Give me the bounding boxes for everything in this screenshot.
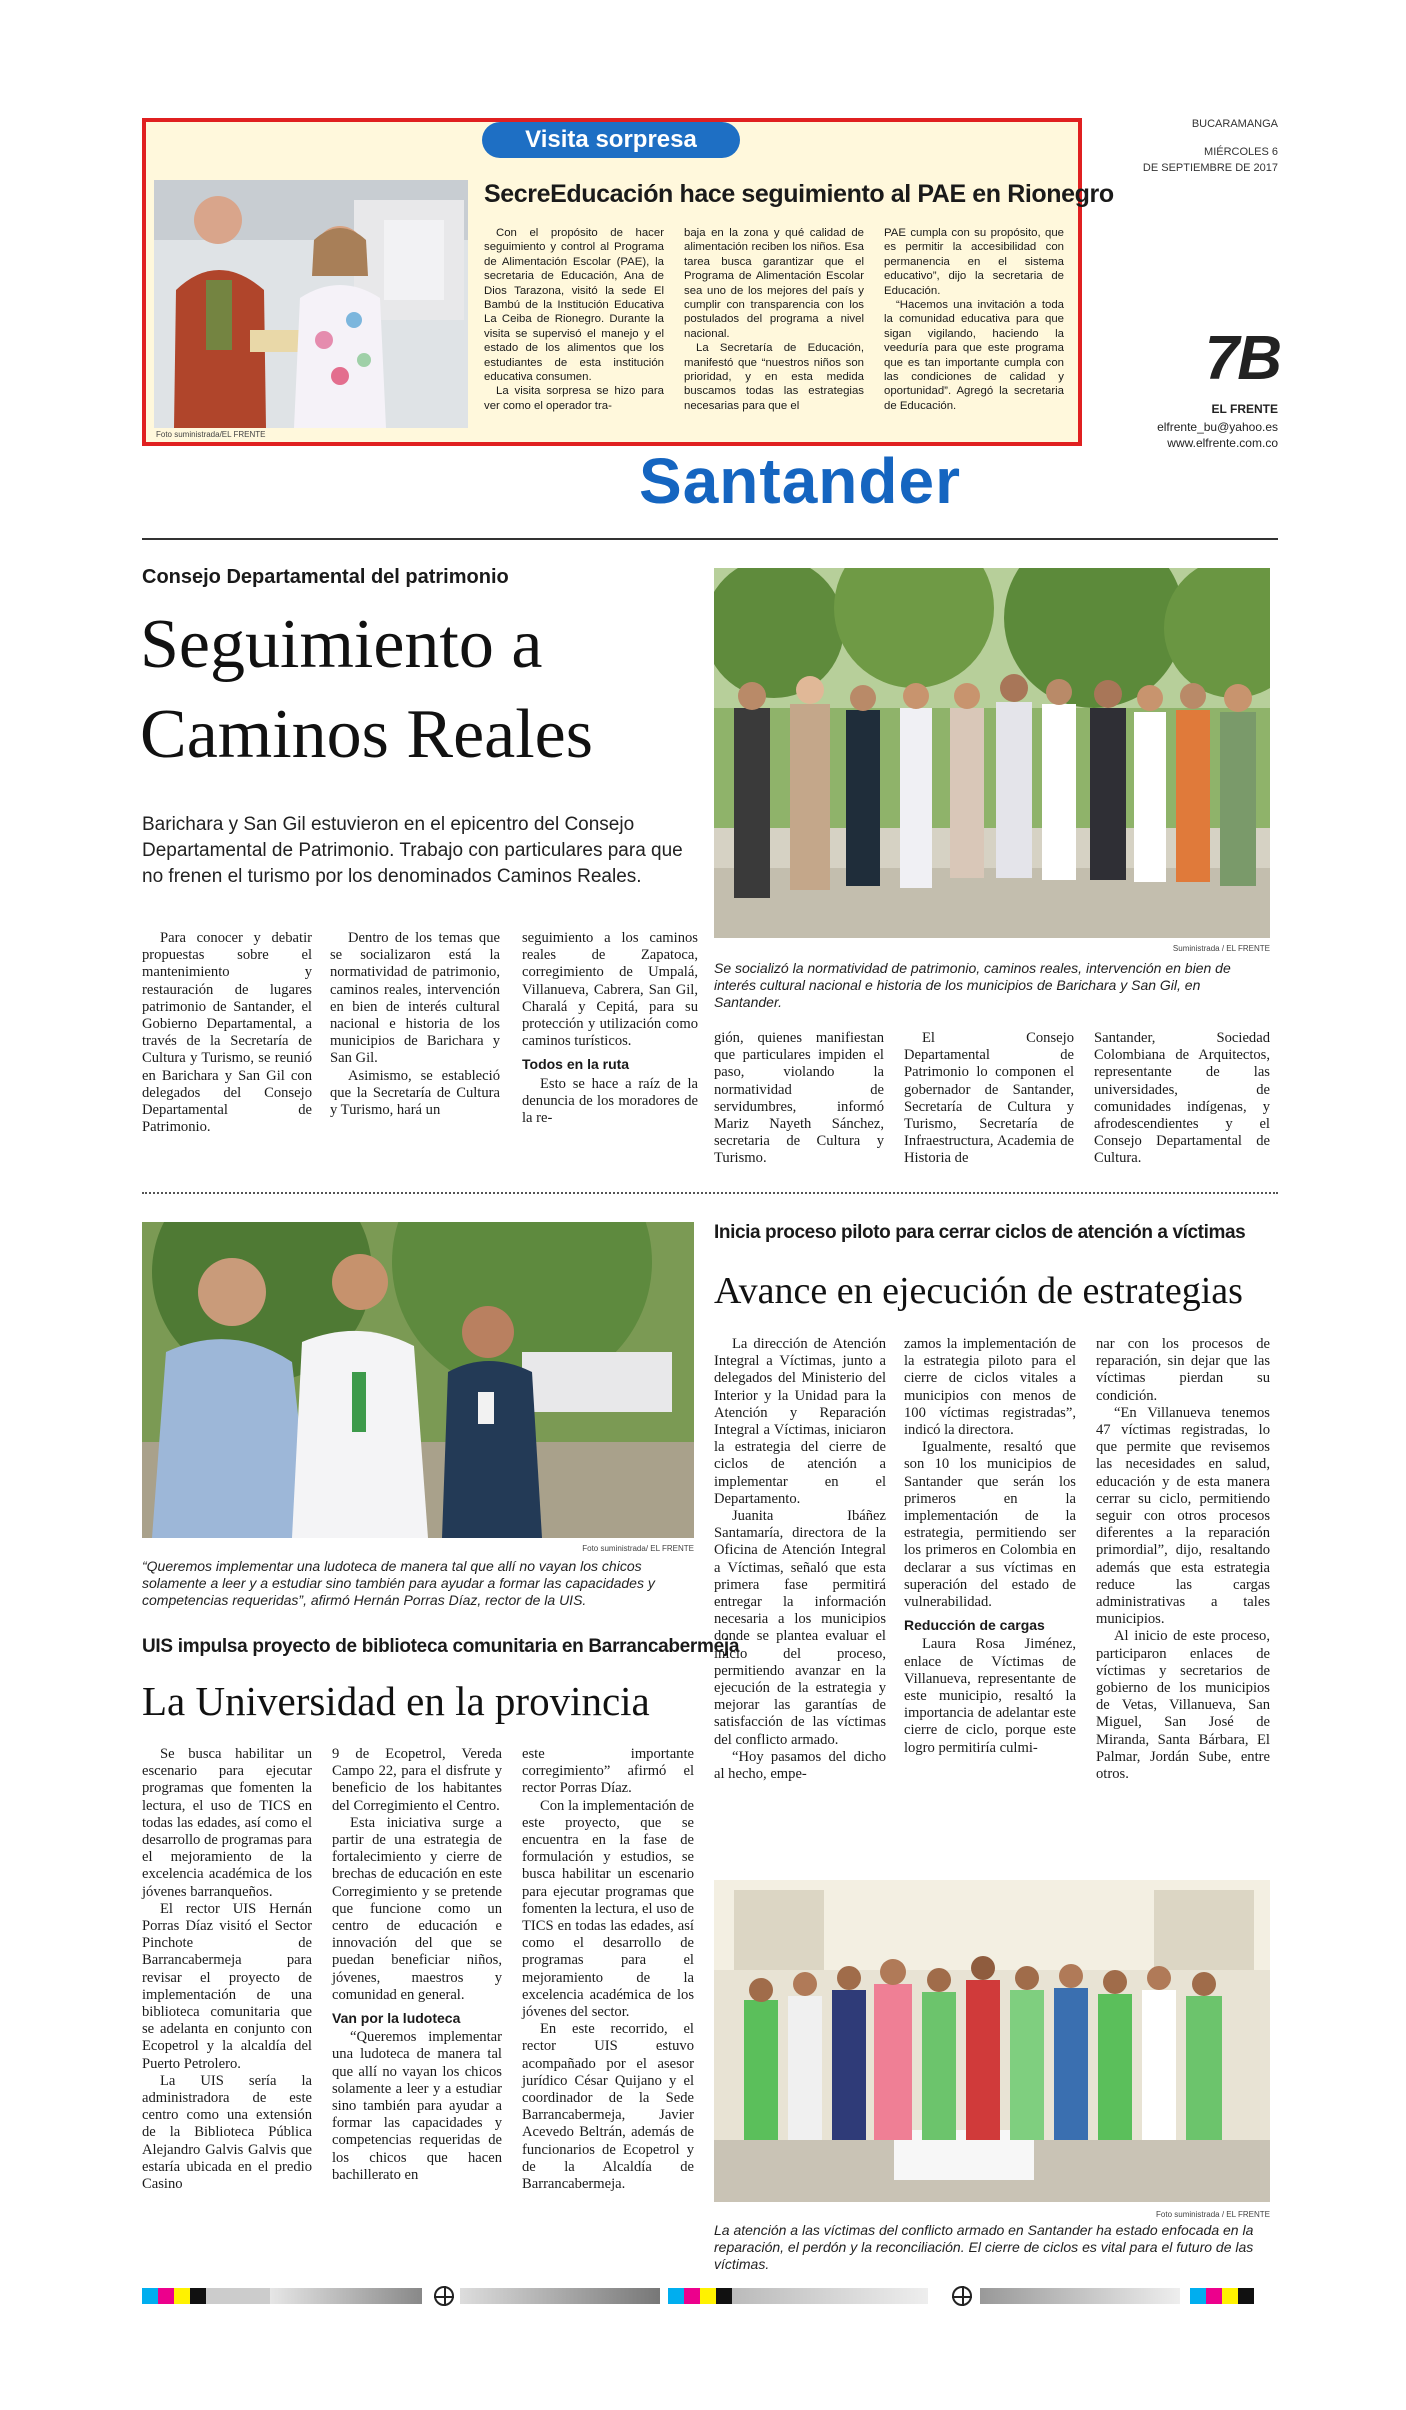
- promo-col3-p2: “Hacemos una invitación a toda la comunidad educativa para que sigan vigilando, haciendo la veeduría para que este programa que es tan importante cumpla con las condiciones de calidad y oportunidad”. Agregó la secretaria de Educación.: [884, 299, 1064, 412]
- story2-kicker: UIS impulsa proyecto de biblioteca comunitaria en Barrancabermeja: [142, 1636, 740, 1657]
- story2-col3-p1: este importante corregimiento” afirmó el rector Porras Díaz.: [522, 1746, 694, 1797]
- story2-col1-p2: El rector UIS Hernán Porras Díaz visitó el Sector Pinchote de Barrancabermeja para revisar el proyecto de implementación de una biblioteca comunitaria que se adelanta en conjunto con Ecopetrol y la alcaldía del Puerto Petrolero.: [142, 1900, 312, 2072]
- story1-col-2: [330, 930, 500, 1119]
- story3-col3-p3: Al inicio de este proceso, participaron enlaces de víctimas y secretarios de gobierno de los municipios de Vetas, Villanueva, San Miguel, San José de Miranda, Santa Bárbara, El Palmar, Jordán Sube, entre otros.: [1096, 1628, 1270, 1783]
- story2-subhead: Van por la ludoteca: [332, 2010, 461, 2027]
- story1-col-4: [714, 1030, 884, 1168]
- header-day: MIÉRCOLES 6: [1204, 146, 1278, 158]
- promo-tag-label: Visita sorpresa: [525, 126, 697, 153]
- story1-col3-p2: Esto se hace a raíz de la denuncia de los moradores de la re-: [522, 1075, 698, 1127]
- story2-photo-credit: Foto suministrada/ EL FRENTE: [582, 1544, 694, 1553]
- story3-col-3: [1096, 1336, 1270, 1783]
- website: www.elfrente.com.co: [1167, 436, 1278, 450]
- header-date: DE SEPTIEMBRE DE 2017: [1142, 162, 1278, 174]
- story2-col2-p3: “Queremos implementar una ludoteca de manera tal que allí no vayan los chicos solamente a leer y a estudiar sino también para ayudar a formar las capacidades y competencias requeridas de los chicos que hacen bachillerato en: [332, 2029, 502, 2183]
- registration-mark-1: [434, 2286, 454, 2306]
- story3-col3-p1: nar con los procesos de reparación, sin dejar que las víctimas pierdan su condición.: [1096, 1336, 1270, 1404]
- promo-photo: [154, 180, 468, 428]
- story3-col2-p1: zamos la implementación de la estrategia piloto para el cierre de ciclos vitales a municipios con menos de 100 víctimas registradas”, indicó la directora.: [904, 1336, 1076, 1439]
- story3-headline: Avance en ejecución de estrategias: [714, 1270, 1243, 1312]
- story2-col3-p2: Con la implementación de este proyecto, que se encuentra en la fase de formulación y estudios, se busca habilitar un escenario para ejecutar programas que fomenten la lectura, el uso de TICS en todas las edades, así como el desarrollo de programas para el mejoramiento de la excelencia académica de los jóvenes del sector.: [522, 1797, 694, 2021]
- story1-col3-p1: seguimiento a los caminos reales de Zapatoca, corregimiento de Umpalá, Villanueva, Cabrera, San Gil, Charalá y Cepitá, para su protección y utilización como caminos turísticos.: [522, 930, 698, 1050]
- header-city: BUCARAMANGA: [1191, 118, 1278, 130]
- story1-col-3: [522, 930, 698, 1127]
- story3-caption: La atención a las víctimas del conflicto armado en Santander ha estado enfocada en la reparación, el perdón y la reconciliación. El cierre de ciclos es vital para el futuro de las víctimas.: [714, 2222, 1254, 2272]
- story1-col2-p1: Dentro de los temas que se socializaron está la normatividad de patrimonio, caminos reales, intervención en bien de interés cultural nacional e historia de los municipios de Barichara y San Gil.: [330, 930, 500, 1067]
- registration-mark-2: [952, 2286, 972, 2306]
- story3-col2-p3: Laura Rosa Jiménez, enlace de Víctimas de Villanueva, representante de este municipio, resaltó la importancia de adelantar este cierre de ciclo, porque este logro permitiría culmi-: [904, 1636, 1076, 1756]
- story1-col-5: [904, 1030, 1074, 1168]
- paper-name: EL FRENTE: [1211, 402, 1278, 416]
- story1-col5-p1: El Consejo Departamental de Patrimonio lo componen el gobernador de Santander, Secretaría de Cultura y Turismo, Secretaría de Infraestructura, Academia de Historia de: [904, 1030, 1074, 1167]
- story1-photo: [714, 568, 1270, 938]
- story3-photo: [714, 1880, 1270, 2202]
- story3-col2-p2: Igualmente, resaltó que son 10 los municipios de Santander que serán los primeros en la implementación de la estrategia, permitiendo ser los primeros en Colombia en declarar a sus víctimas en superación del estado de vulnerabilidad.: [904, 1439, 1076, 1611]
- story1-col-1: [142, 930, 312, 1136]
- story2-col-1: [142, 1746, 312, 2193]
- email: elfrente_bu@yahoo.es: [1157, 420, 1278, 434]
- story-divider: [142, 1192, 1278, 1194]
- promo-col1-p2: La visita sorpresa se hizo para ver como el operador tra-: [484, 385, 664, 412]
- story3-col1-p1: La dirección de Atención Integral a Víctimas, junto a delegados del Ministerio del Interior y la Unidad para la Atención y Reparación Integral a Víctimas, iniciaron la estrategia del cierre de ciclos de atención a implementar en el Departamento.: [714, 1336, 886, 1507]
- promo-col-1: [484, 226, 664, 413]
- color-bar-center: [460, 2288, 930, 2304]
- story1-caption: Se socializó la normatividad de patrimonio, caminos reales, intervención en bien de interés cultural nacional e historia de los municipios de Barichara y San Gil, en Santander.: [714, 960, 1231, 1010]
- promo-col1-p1: Con el propósito de hacer seguimiento y control al Programa de Alimentación Escolar (PAE), la secretaria de Educación, Ana de Dios Tarazona, visitó la sede El Bambú de la Institución Educativa La Ceiba de Rionegro. Durante la visita se supervisó el manejo y el estado de los alimentos que los estudiantes de esta institución educativa consumen.: [484, 227, 664, 384]
- story1-col2-p2: Asimismo, se estableció que la Secretaría de Cultura y Turismo, hará un: [330, 1067, 500, 1119]
- story1-kicker: Consejo Departamental del patrimonio: [142, 566, 509, 588]
- story3-col1-p2: Juanita Ibáñez Santamaría, directora de la Oficina de Atención Integral a Víctimas, señaló que esta primera fase permitirá entregar la información necesaria a los municipios donde se plantea evaluar el inicio del proceso, permitiendo avanzar en la ejecución de la estrategia y mejorar las garantías de satisfacción de las víctimas del conflicto armado.: [714, 1508, 886, 1748]
- story1-lead: Barichara y San Gil estuvieron en el epicentro del Consejo Departamental de Patrimonio. Trabajo con particulares para que no frenen el turismo por los denominados Caminos Reales.: [142, 814, 683, 887]
- color-bar-right: [980, 2288, 1278, 2304]
- story3-kicker: Inicia proceso piloto para cerrar ciclos de atención a víctimas: [714, 1222, 1246, 1243]
- section-title: Santander: [639, 445, 961, 517]
- story1-photo-credit: Suministrada / EL FRENTE: [1172, 944, 1270, 953]
- promo-col3-p1: PAE cumpla con su propósito, que es permitir la accesibilidad con permanencia en el sistema educativo”, dijo la secretaria de Educación.: [884, 227, 1064, 297]
- story3-col-2: [904, 1336, 1076, 1757]
- promo-col2-p2: La Secretaría de Educación, manifestó que “nuestros niños son prioridad, y en esta medida buscamos todas las estrategias necesarias para que el: [684, 342, 864, 412]
- promo-col-3: [884, 226, 1064, 413]
- section-rule: [142, 538, 1278, 540]
- story2-col-2: [332, 1746, 502, 2184]
- story1-col1-p1: Para conocer y debatir propuestas sobre el mantenimiento y restauración de lugares patrimonio de Santander, el Gobierno Departamental, a través de la Secretaría de Cultura y Turismo, se reunió en Barichara y San Gil con delegados del Consejo Departamental de Patrimonio.: [142, 930, 312, 1136]
- story2-col2-p1: 9 de Ecopetrol, Vereda Campo 22, para el disfrute y beneficio de los habitantes del Corregimiento el Centro.: [332, 1746, 502, 1814]
- promo-title: SecreEducación hace seguimiento al PAE en Rionegro: [484, 180, 1114, 208]
- story2-col3-p3: En este recorrido, el rector UIS estuvo acompañado por el asesor jurídico César Quijano y el coordinador de la Sede Barrancabermeja, Javier Acevedo Beltrán, además de funcionarios de Ecopetrol y de la Alcaldía de Barrancabermeja.: [522, 2021, 694, 2193]
- page-number: 7B: [1204, 324, 1280, 393]
- story3-photo-credit: Foto suministrada / EL FRENTE: [1156, 2210, 1270, 2219]
- color-bar-left: [142, 2288, 422, 2304]
- story1-subhead: Todos en la ruta: [522, 1056, 630, 1073]
- story1-headline: Seguimiento a Caminos Reales: [140, 606, 593, 773]
- story3-col1-p3: “Hoy pasamos del dicho al hecho, empe-: [714, 1748, 886, 1783]
- story1-col-6: [1094, 1030, 1270, 1168]
- story1-col4-p1: gión, quienes manifiestan que particulares impiden el paso, violando la normatividad de servidumbres, informó Mariz Nayeth Sánchez, secretaria de Cultura y Turismo.: [714, 1030, 884, 1167]
- story2-col2-p2: Esta iniciativa surge a partir de una estrategia de fortalecimiento y cierre de brechas de educación en este Corregimiento y se pretende que funcione como un centro de educación e innovación del que se puedan beneficiar niños, jóvenes, maestros y comunidad en general.: [332, 1814, 502, 2003]
- story1-col6-p1: Santander, Sociedad Colombiana de Arquitectos, representante de las universidades, de comunidades indígenas, y afrodescendientes y el Consejo Departamental de Cultura.: [1094, 1030, 1270, 1167]
- promo-col2-p1: baja en la zona y qué calidad de alimentación reciben los niños. Esa tarea busca garantizar que el Programa de Alimentación Escolar sea uno de los mejores del país y cumplir con transparencia con los postulados del programa a nivel nacional.: [684, 227, 864, 340]
- story2-headline: La Universidad en la provincia: [142, 1678, 650, 1724]
- promo-photo-credit: Foto suministrada/EL FRENTE: [156, 430, 266, 439]
- story3-subhead: Reducción de cargas: [904, 1617, 1045, 1634]
- story2-photo: [142, 1222, 694, 1538]
- story2-col1-p3: La UIS sería la administradora de este centro como una extensión de la Biblioteca Pública Alejandro Galvis Galvis que estaría ubicada en el predio Casino: [142, 2072, 312, 2193]
- promo-tag: [482, 122, 740, 158]
- story2-col1-p1: Se busca habilitar un escenario para ejecutar programas que fomenten la lectura, el uso de TICS en todas las edades, así como el desarrollo de programas para el mejoramiento de la excelencia académica de los jóvenes barranqueños.: [142, 1746, 312, 1900]
- story2-caption: “Queremos implementar una ludoteca de manera tal que allí no vayan los chicos solamente a leer y a estudiar sino también para ayudar a formar las capacidades y competencias requeridas”, afirmó Hernán Porras Díaz, rector de la UIS.: [142, 1558, 655, 1608]
- story3-col3-p2: “En Villanueva tenemos 47 víctimas registradas, lo que permite que revisemos las necesidades en salud, educación y de esta manera cerrar su ciclo, permitiendo seguir con otros procesos diferentes a la reparación primordial”, dijo, resaltando además que esta estrategia reduce las cargas administrativas a tales municipios.: [1096, 1404, 1270, 1628]
- story2-col-3: [522, 1746, 694, 2193]
- promo-col-2: [684, 226, 864, 413]
- story3-col-1: [714, 1336, 886, 1783]
